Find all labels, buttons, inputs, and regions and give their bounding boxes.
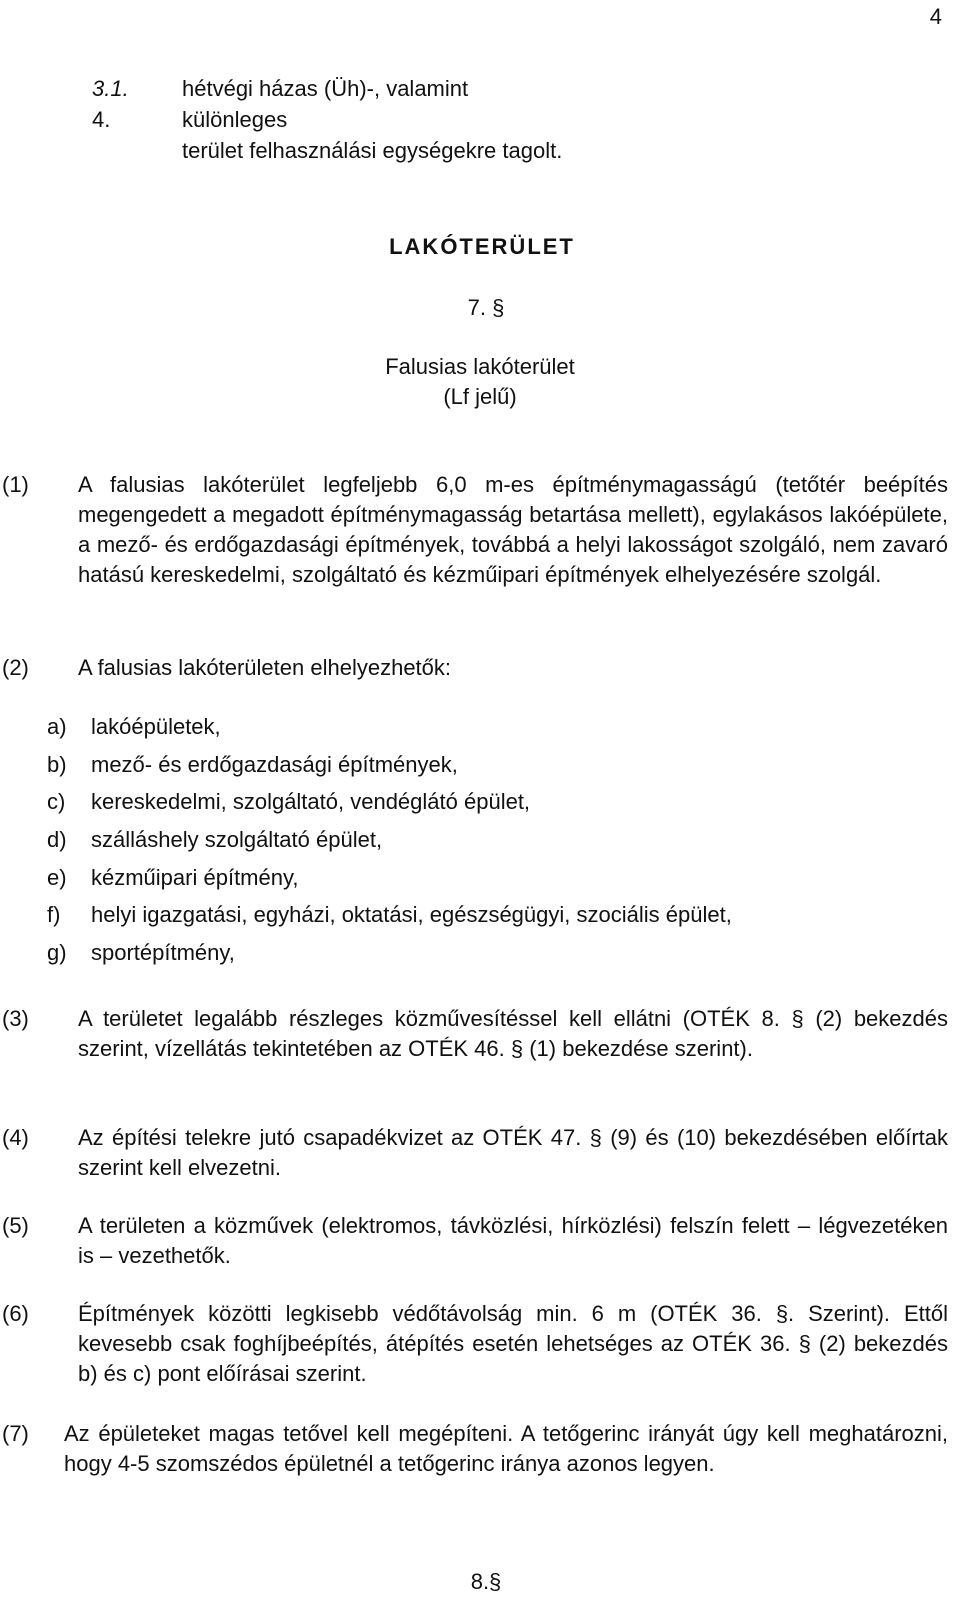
list-item-text: mező- és erdőgazdasági építmények, [91,751,458,777]
list-item-label: c) [47,789,66,815]
paragraph-text: A területet legalább részleges közművesítéssel kell ellátni (OTÉK 8. § (2) bekezdés szerint, vízellátás tekintetében az OTÉK 46. § (1) bekezdése szerint). [78,1006,948,1061]
intro-item-number: 4. [92,107,111,132]
list-item [47,863,732,901]
intro-item [92,105,562,136]
list-item-text: szálláshely szolgáltató épület, [91,827,383,853]
page-number: 4 [929,4,942,29]
list-item-label: e) [47,864,67,890]
list-item [47,787,732,825]
list-item-text: kézműipari építmény, [91,864,299,890]
paragraph-5 [0,1211,948,1271]
paragraph-text: Az épületeket magas tetővel kell megépíteni. A tetőgerinc irányát úgy kell meghatározni, hogy 4-5 szomszédos épületnél a tetőgerinc iránya azonos legyen. [64,1421,948,1476]
intro-item [92,74,562,105]
list-item-label: d) [47,827,67,853]
section-number: 7. § [467,295,505,320]
paragraph-text: A falusias lakóterületen elhelyezhetők: [78,655,452,680]
paragraph-text: A falusias lakóterület legfeljebb 6,0 m-es építménymagasságú (tetőtér beépítés megengedett a megadott építménymagasság betartása mellett), egylakásos lakóépülete, a mező- és erdőgazdasági építmények, továbbá a helyi lakosságot szolgáló, nem zavaró hatású kereskedelmi, szolgáltató és kézműipari építmények elhelyezésére szolgál. [78,472,948,587]
list-item-label: a) [47,714,67,739]
paragraph-2 [0,653,948,683]
paragraph-1 [0,470,948,590]
paragraph-number: (4) [2,1125,29,1150]
list-item [47,900,732,938]
paragraph-text: Az építési telekre jutó csapadékvizet az OTÉK 47. § (9) és (10) bekezdésében előírtak szerint kell elvezetni. [78,1125,948,1180]
list-item [47,938,732,976]
intro-item [92,136,562,167]
paragraph-3 [0,1004,948,1064]
paragraph-number: (5) [2,1213,29,1238]
intro-item-text: terület felhasználási egységekre tagolt. [182,138,563,163]
paragraph-number: (7) [2,1421,29,1446]
paragraph-4 [0,1123,948,1183]
paragraph-number: (3) [2,1006,29,1031]
subtitle-line: (Lf jelű) [443,384,517,409]
paragraph-number: (6) [2,1301,29,1326]
list-item-text: lakóépületek, [91,714,221,739]
paragraph-text: Építmények közötti legkisebb védőtávolság min. 6 m (OTÉK 36. §. Szerint). Ettől kevesebb csak foghíjbeépítés, átépítés esetén lehetséges az OTÉK 36. § (2) bekezdés b) és c) pont előírásai szerint. [78,1301,948,1386]
paragraph-7 [0,1419,948,1479]
intro-list [92,74,562,167]
next-section-number: 8.§ [470,1569,502,1594]
permitted-buildings-list [47,712,732,976]
list-item-text: kereskedelmi, szolgáltató, vendéglátó épület, [91,789,531,815]
intro-item-number: 3.1. [92,76,129,101]
paragraph-6 [0,1299,948,1389]
list-item-text: helyi igazgatási, egyházi, oktatási, egészségügyi, szociális épület, [91,902,732,928]
intro-item-number [92,136,182,167]
intro-item-text: különleges [182,107,288,132]
list-item [47,712,732,750]
list-item-label: b) [47,751,67,777]
list-item-label: g) [47,940,67,966]
subtitle-line: Falusias lakóterület [385,354,575,379]
intro-item-text: hétvégi házas (Üh)-, valamint [182,76,469,101]
section-subtitle [0,352,960,412]
list-item-label: f) [47,902,61,928]
list-item [47,825,732,863]
paragraph-number: (1) [2,472,29,497]
list-item [47,750,732,788]
paragraph-number: (2) [2,655,29,680]
chapter-heading: LAKÓTERÜLET [389,234,575,259]
list-item-text: sportépítmény, [91,940,235,966]
paragraph-text: A területen a közművek (elektromos, távközlési, hírközlési) felszín felett – légvezetéken is – vezethetők. [78,1213,948,1268]
